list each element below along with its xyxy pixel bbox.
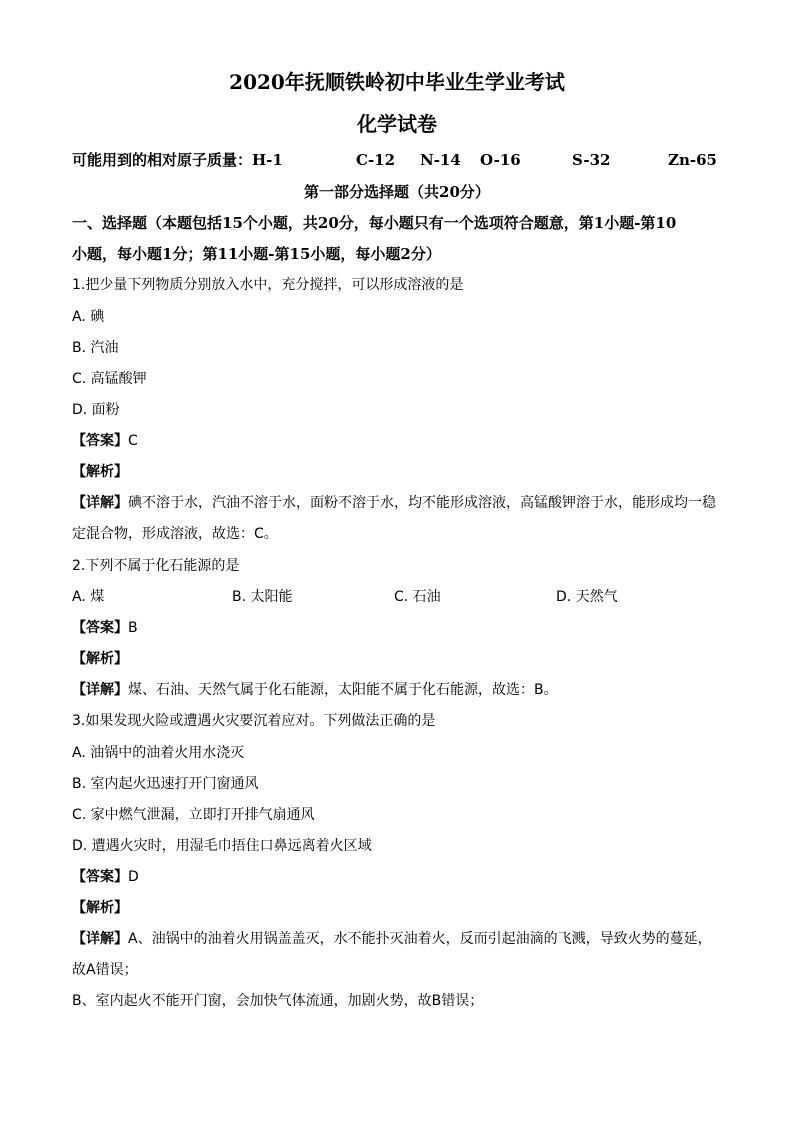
q3-answer-row: [72, 867, 722, 887]
atomic-mass-zn: Zn-65: [668, 151, 717, 169]
section-instructions-line1: 一、选择题（本题包括15个小题，共20分，每小题只有一个选项符合题意，第1小题-第10: [72, 214, 677, 232]
q2-analysis-tag: 【解析】: [72, 651, 128, 667]
q1-answer-value: C: [128, 433, 138, 449]
q2-option-d: D. 天然气: [556, 589, 618, 605]
q3-stem: 3.如果发现火险或遭遇火灾要沉着应对。下列做法正确的是: [72, 713, 436, 729]
q1-detail-tag: 【详解】: [72, 495, 128, 511]
atomic-mass-o: O-16: [480, 151, 521, 169]
q1-analysis-tag: 【解析】: [72, 464, 128, 480]
q3-detail-tag: 【详解】: [72, 931, 128, 947]
q1-option-d: D. 面粉: [72, 402, 120, 418]
q1-detail-line2: 定混合物，形成溶液，故选：C。: [72, 526, 278, 542]
section-instructions-line2: 小题，每小题1分；第11小题-第15小题，每小题2分）: [72, 245, 441, 263]
q2-options-row: [72, 587, 722, 607]
atomic-mass-n: N-14: [420, 151, 461, 169]
q2-stem: 2.下列不属于化石能源的是: [72, 558, 240, 574]
q1-answer-tag: 【答案】: [72, 433, 128, 449]
q3-detail-text1: A、油锅中的油着火用锅盖盖灭，水不能扑灭油着火，反而引起油滴的飞溅，导致火势的蔓延，: [128, 931, 712, 947]
q1-answer-row: [72, 431, 722, 451]
q2-answer-row: [72, 618, 722, 638]
q1-stem: 1.把少量下列物质分别放入水中，充分搅拌，可以形成溶液的是: [72, 277, 464, 293]
q2-detail-tag: 【详解】: [72, 682, 128, 698]
atomic-mass-label: 可能用到的相对原子质量：H-1: [72, 151, 283, 169]
q1-option-c: C. 高锰酸钾: [72, 371, 147, 387]
q3-answer-value: D: [128, 869, 139, 885]
q2-option-c: C. 石油: [394, 589, 441, 605]
q3-option-d: D. 遭遇火灾时，用湿毛巾捂住口鼻远离着火区域: [72, 838, 372, 854]
q2-answer-value: B: [128, 620, 138, 636]
q3-option-b: B. 室内起火迅速打开门窗通风: [72, 776, 259, 792]
q2-option-b: B. 太阳能: [232, 589, 293, 605]
q2-option-a: A. 煤: [72, 589, 105, 605]
q3-detail-line3: B、室内起火不能开门窗，会加快气体流通，加剧火势，故B错误；: [72, 993, 484, 1009]
q1-detail-line1: [72, 493, 722, 513]
q3-detail-line2: 故A错误；: [72, 962, 138, 978]
atomic-mass-c: C-12: [356, 151, 396, 169]
q2-detail-line1: [72, 680, 722, 700]
q1-option-b: B. 汽油: [72, 340, 119, 356]
page-subtitle: 化学试卷: [357, 112, 437, 136]
q3-answer-tag: 【答案】: [72, 869, 128, 885]
section-title: 第一部分选择题（共20分）: [304, 183, 490, 201]
page-title: 2020年抚顺铁岭初中毕业生学业考试: [229, 70, 565, 94]
atomic-mass-s: S-32: [572, 151, 611, 169]
q1-option-a: A. 碘: [72, 309, 105, 325]
q1-detail-text1: 碘不溶于水，汽油不溶于水，面粉不溶于水，均不能形成溶液，高锰酸钾溶于水，能形成均一稳: [128, 495, 716, 511]
q3-detail-line1: [72, 929, 722, 949]
q3-analysis-tag: 【解析】: [72, 900, 128, 916]
q2-answer-tag: 【答案】: [72, 620, 128, 636]
q2-detail-text1: 煤、石油、天然气属于化石能源，太阳能不属于化石能源，故选：B。: [128, 682, 558, 698]
atomic-mass-row: [72, 150, 722, 170]
q3-option-c: C. 家中燃气泄漏，立即打开排气扇通风: [72, 807, 315, 823]
q3-option-a: A. 油锅中的油着火用水浇灭: [72, 745, 245, 761]
